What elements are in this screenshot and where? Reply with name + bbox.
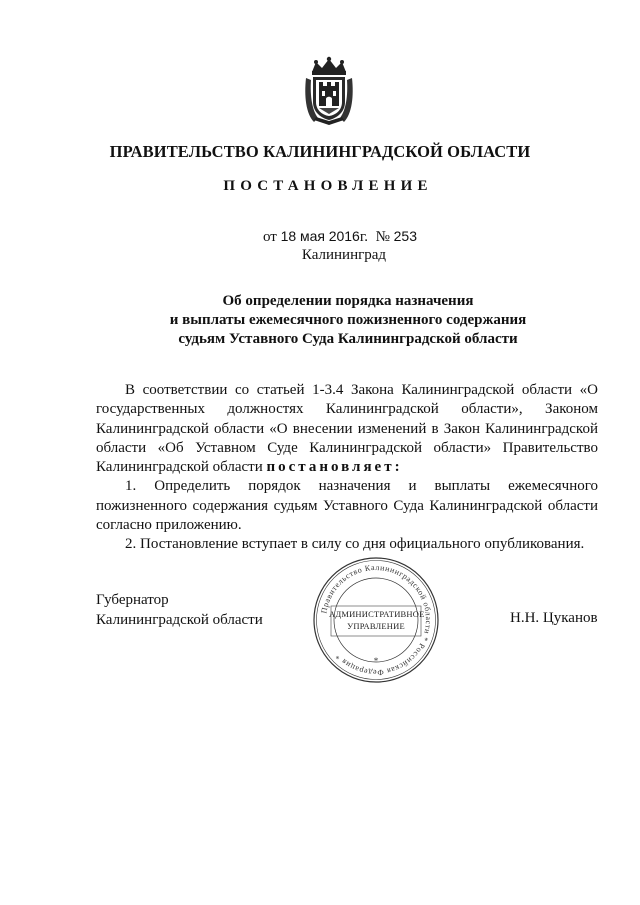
- date-year: 2016: [328, 228, 360, 244]
- coat-of-arms-icon: [302, 56, 356, 126]
- date-month: мая: [299, 228, 325, 244]
- date-day: 18: [280, 228, 297, 244]
- seal-center-text: [329, 608, 423, 632]
- government-name: ПРАВИТЕЛЬСТВО КАЛИНИНГРАДСКОЙ ОБЛАСТИ: [109, 142, 531, 161]
- title-line: судьям Уставного Суда Калининградской области: [178, 331, 518, 347]
- city: Калининград: [301, 247, 387, 263]
- post-line: Калининградской области: [96, 611, 263, 628]
- seal-ring-text: Правительство Калининградской области * Российская Федерация *: [319, 562, 434, 678]
- date-line: [0, 228, 640, 246]
- decides-word: постановляет:: [266, 459, 403, 476]
- document-body: [96, 381, 598, 555]
- preamble-text: В соответствии со статьей 1-3.4 Закона Калининградской области «О государственных должностях Калининградской области», Законом Калининградской области «О внесении изменений в Закон Калининградской области «Об Уставном Суде Калининградской области» Правительство Калининградской области: [96, 382, 598, 476]
- date-prefix: от: [263, 229, 277, 245]
- item-2-paragraph: 2. Постановление вступает в силу со дня официального опубликования.: [125, 536, 585, 553]
- signatory-name: Н.Н. Цуканов: [510, 610, 598, 626]
- seal-label-line: АДМИНИСТРАТИВНОЕ: [329, 609, 425, 619]
- number-label: №: [375, 229, 390, 245]
- item-1-paragraph: 1. Определить порядок назначения и выплаты ежемесячного пожизненного содержания судьям Уставного Суда Калининградской области согласно приложению.: [96, 478, 598, 534]
- title-line: Об определении порядка назначения: [222, 293, 474, 309]
- post-line: Губернатор: [96, 592, 169, 608]
- preamble-paragraph: [96, 381, 598, 477]
- seal-label-line: УПРАВЛЕНИЕ: [347, 621, 405, 631]
- seal-star: *: [373, 656, 379, 666]
- title-line: и выплаты ежемесячного пожизненного содержания: [169, 312, 527, 328]
- document-title: [0, 292, 640, 349]
- document-type: ПОСТАНОВЛЕНИЕ: [223, 178, 433, 194]
- document-number: 253: [393, 228, 417, 244]
- year-suffix: г.: [359, 229, 369, 245]
- signatory-post: [96, 591, 263, 630]
